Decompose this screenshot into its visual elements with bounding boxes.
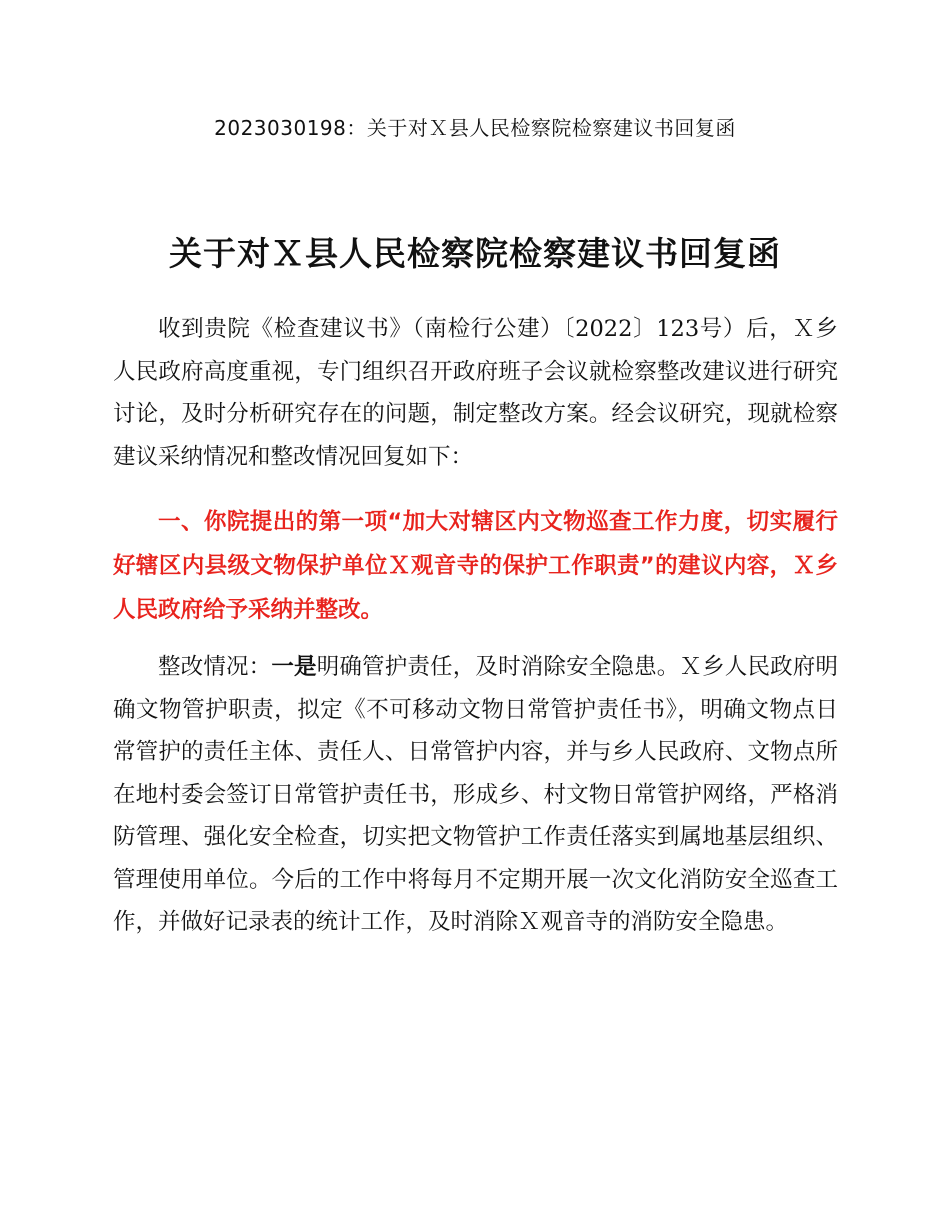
document-title: 关于对Ｘ县人民检察院检察建议书回复函 <box>169 234 781 273</box>
rectification-paragraph <box>113 646 838 944</box>
item-one-heading: 一、你院提出的第一项“加大对辖区内文物巡查工作力度，切实履行好辖区内县级文物保护单位Ｘ观音寺的保护工作职责”的建议内容，Ｘ乡人民政府给予采纳并整改。 <box>113 509 838 623</box>
intro-paragraph: 收到贵院《检查建议书》（南检行公建）〔2022〕123号）后，Ｘ乡人民政府高度重视，专门组织召开政府班子会议就检察整改建议进行研究讨论，及时分析研究存在的问题，制定整改方案。经会议研究，现就检察建议采纳情况和整改情况回复如下： <box>113 316 838 470</box>
rectification-bold-lead: 一是 <box>271 654 317 680</box>
document-header-line: 2023030198：关于对Ｘ县人民检察院检察建议书回复函 <box>214 116 736 140</box>
rectification-body: 明确管护责任，及时消除安全隐患。Ｘ乡人民政府明确文物管护职责，拟定《不可移动文物日常管护责任书》，明确文物点日常管护的责任主体、责任人、日常管护内容，并与乡人民政府、文物点所在地村委会签订日常管护责任书，形成乡、村文物日常管护网络，严格消防管理、强化安全检查，切实把文物管护工作责任落实到属地基层组织、管理使用单位。今后的工作中将每月不定期开展一次文化消防安全巡查工作，并做好记录表的统计工作，及时消除Ｘ观音寺的消防安全隐患。 <box>113 654 838 935</box>
rectification-label: 整改情况： <box>158 654 272 680</box>
